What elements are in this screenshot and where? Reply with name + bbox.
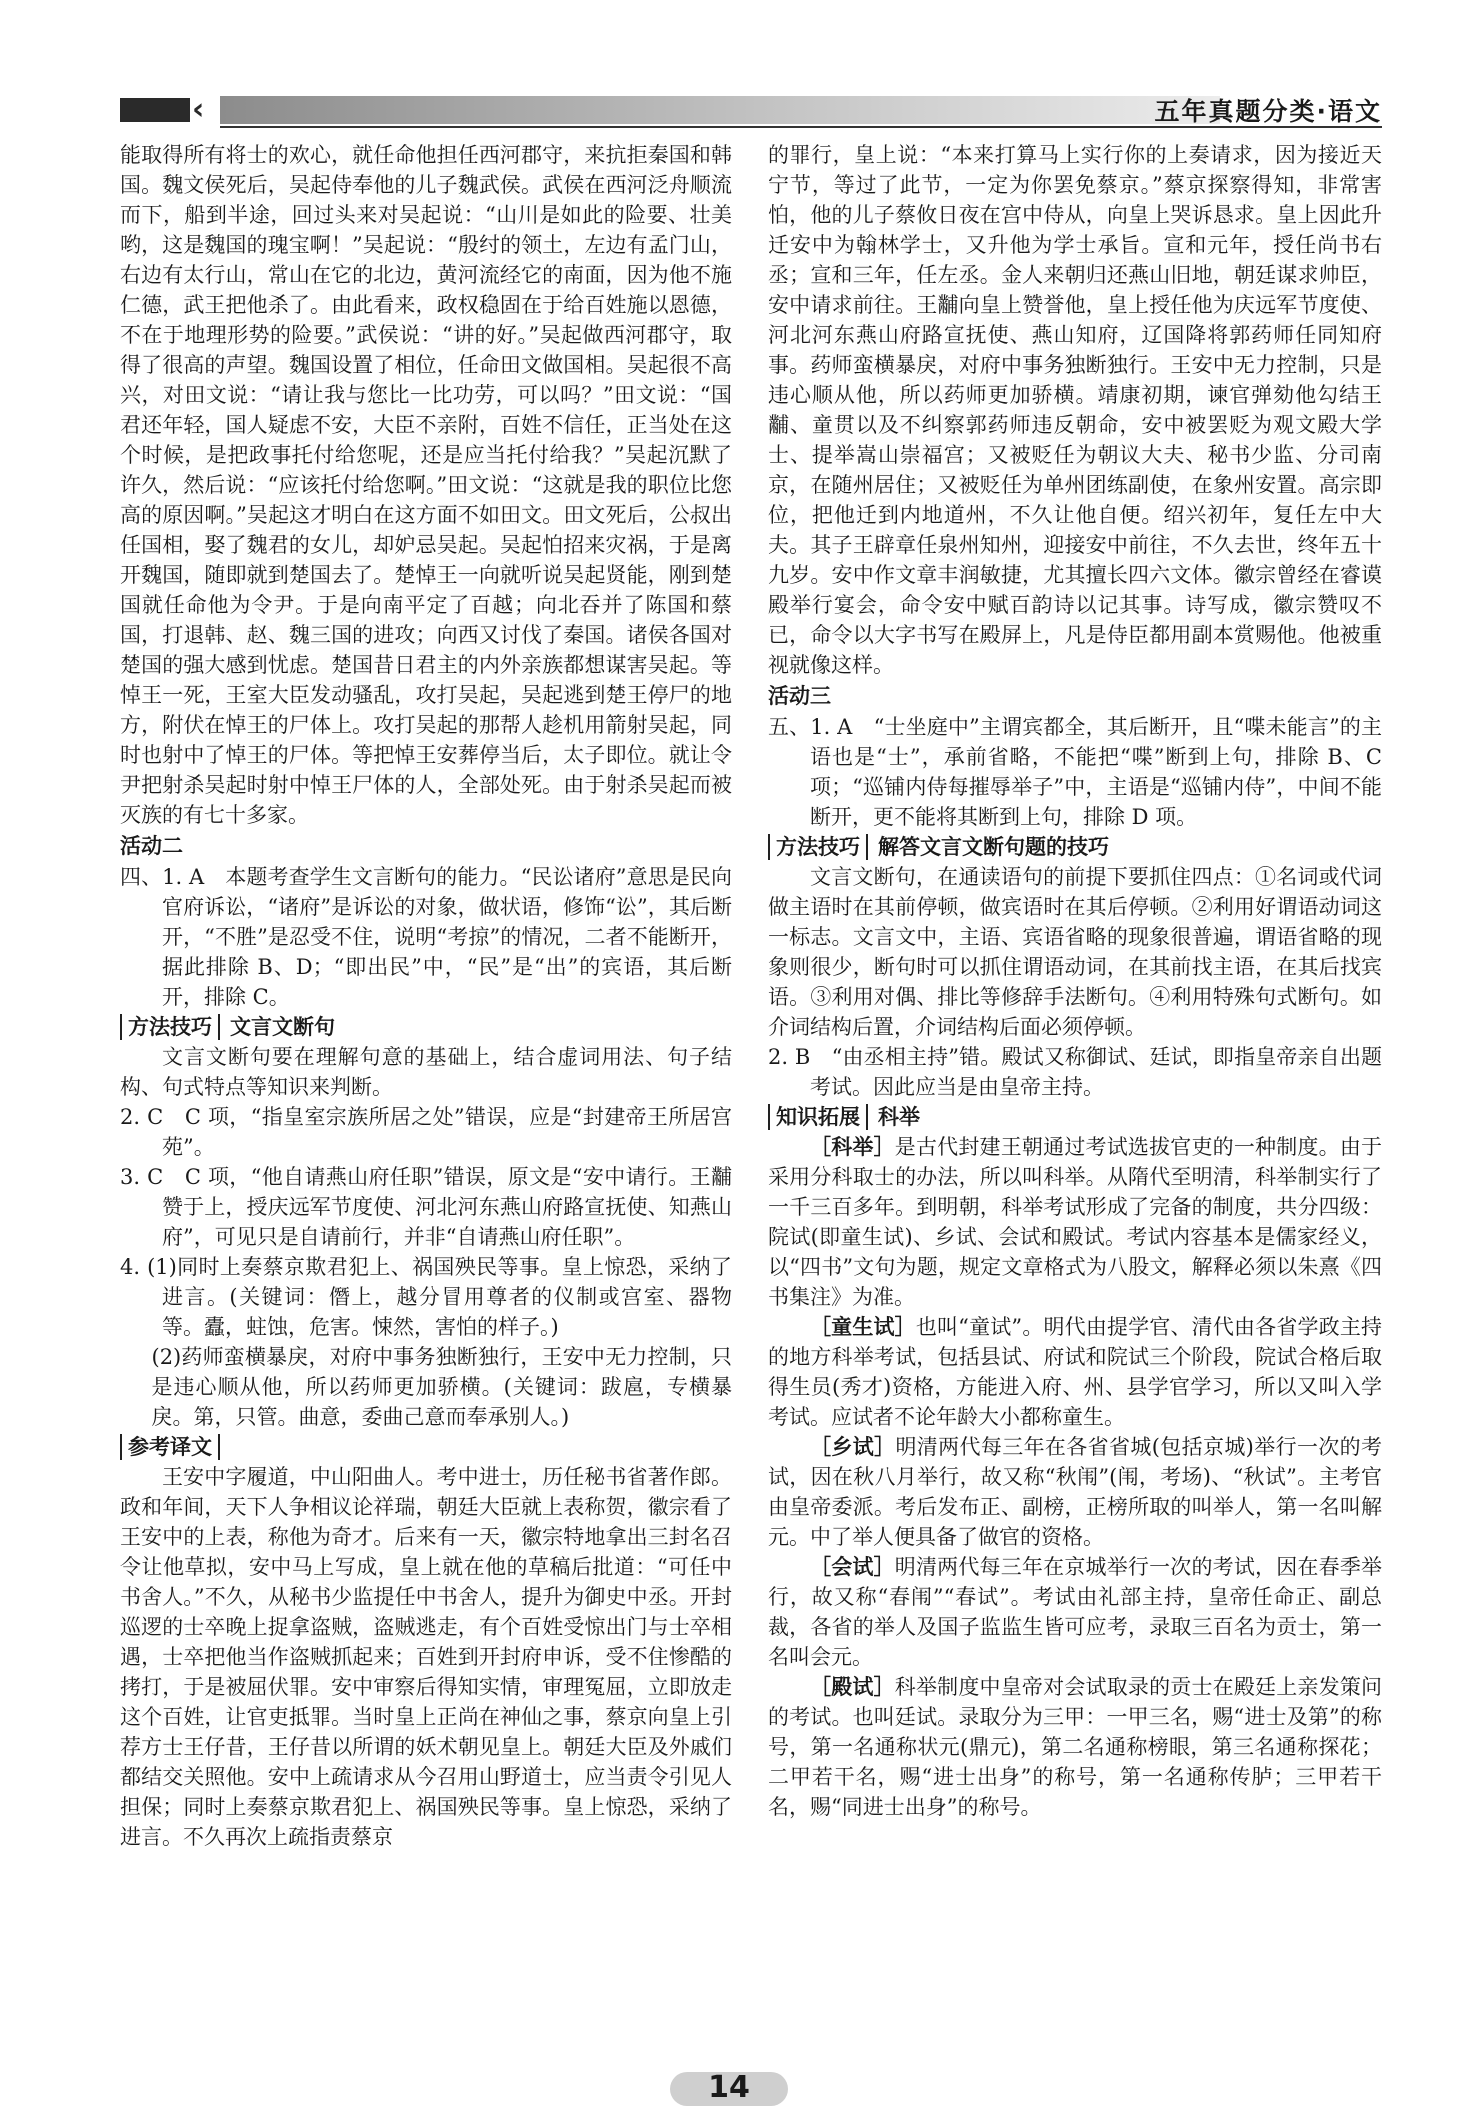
page-header: [120, 88, 1382, 128]
chevron-left-icon: ‹: [192, 92, 205, 127]
method-tip-tag: 方法技巧: [120, 1014, 220, 1040]
header-rule: [220, 126, 1382, 128]
reference-translation-box: [120, 1432, 732, 1462]
term-tongshengshi: ［童生试］: [810, 1315, 916, 1339]
term-huishi: ［会试］: [810, 1555, 895, 1579]
knowledge-dianshi-text: 科举制度中皇帝对会试取录的贡士在殿廷上亲发策问的考试。也叫廷试。录取分为三甲：一甲三名，赐“进士及第”的称号，第一名通称状元(鼎元)，第二名通称榜眼，第三名通称探花；二甲若干名，赐“进士出身”的称号，第一名通称传胪；三甲若干名，赐“同进士出身”的称号。: [768, 1675, 1383, 1819]
answer-4-1: 四、1. A 本题考查学生文言断句的能力。“民讼诸府”意思是民向官府诉讼，“诸府”是诉讼的对象，做状语，修饰“讼”，其后断开，“不胜”是忍受不住，说明“考掠”的情况，二者不能断开，据此排除 B、D；“即出民”中，“民”是“出”的宾语，其后断开，排除 C。: [120, 865, 732, 1009]
method-tip-box-2: [768, 832, 1382, 862]
method-tip-text-2: 文言文断句，在通读语句的前提下要抓住四点：①名词或代词做主语时在其前停顿，做宾语时在其后停顿。②利用好谓语动词这一标志。文言文中，主语、宾语省略的现象很普遍，谓语省略的现象则很少，断句时可以抓住谓语动词，在其前找主语，在其后找宾语。③利用对偶、排比等修辞手法断句。④利用特殊句式断句。如介词结构后置，介词结构后面必须停顿。: [768, 865, 1382, 1039]
page-number-badge: [670, 2066, 788, 2110]
method-tip-title: 文言文断句: [230, 1015, 335, 1039]
knowledge-box: [768, 1102, 1382, 1132]
header-title: 五年真题分类·语文: [1154, 97, 1382, 126]
knowledge-xiangshi: [768, 1432, 1382, 1552]
knowledge-keju-text: 是古代封建王朝通过考试选拔官吏的一种制度。由于采用分科取士的办法，所以叫科举。从隋代至明清，科举制实行了一千三百多年。到明朝，科举考试形成了完备的制度，共分四级：院试(即童生试)、乡试、会试和殿试。考试内容基本是儒家经义，以“四书”文句为题，规定文章格式为八股文，解释必须以朱熹《四书集注》为准。: [768, 1135, 1383, 1309]
knowledge-huishi: [768, 1552, 1382, 1672]
answer-4-4-part2: (2)药师蛮横暴戾，对府中事务独断独行，王安中无力控制，只是违心顺从他，所以药师更加骄横。(关键词：跋扈，专横暴戾。第，只管。曲意，委曲己意而奉承别人。): [151, 1345, 732, 1429]
method-tip-text: 文言文断句要在理解句意的基础上，结合虚词用法、句子结构、句式特点等知识来判断。: [120, 1045, 732, 1099]
method-tip-title-2: 解答文言文断句题的技巧: [878, 835, 1109, 859]
knowledge-keju: [768, 1132, 1382, 1312]
knowledge-huishi-text: 明清两代每三年在京城举行一次的考试，因在春季举行，故又称“春闱”“春试”。考试由礼部主持，皇帝任命正、副总裁，各省的举人及国子监监生皆可应考，录取三百名为贡士，第一名叫会元。: [768, 1555, 1383, 1669]
reference-translation-tag: 参考译文: [120, 1434, 220, 1460]
right-column: [768, 140, 1382, 1822]
reference-translation-text: 王安中字履道，中山阳曲人。考中进士，历任秘书省著作郎。政和年间，天下人争相议论祥瑞，朝廷大臣就上表称贺，徽宗看了王安中的上表，称他为奇才。后来有一天，徽宗特地拿出三封名召令让他草拟，安中马上写成，皇上就在他的草稿后批道：“可任中书舍人。”不久，从秘书少监提任中书舍人，提升为御史中丞。开封巡逻的士卒晚上捉拿盗贼，盗贼逃走，有个百姓受惊出门与士卒相遇，士卒把他当作盗贼抓起来；百姓到开封府申诉，受不住惨酷的拷打，于是被屈伏罪。安中审察后得知实情，审理冤屈，立即放走这个百姓，让官吏抵罪。当时皇上正尚在神仙之事，蔡京向皇上引荐方士王仔昔，王仔昔以所谓的妖术朝见皇上。朝廷大臣及外戚们都结交关照他。安中上疏请求从今召用山野道士，应当责令引见人担保；同时上奏蔡京欺君犯上、祸国殃民等事。皇上惊恐，采纳了进言。不久再次上疏指责蔡京: [120, 1465, 732, 1849]
translation-continued: 能取得所有将士的欢心，就任命他担任西河郡守，来抗拒秦国和韩国。魏文侯死后，吴起侍奉他的儿子魏武侯。武侯在西河泛舟顺流而下，船到半途，回过头来对吴起说：“山川是如此的险要、壮美哟，这是魏国的瑰宝啊！”吴起说：“殷纣的领土，左边有孟门山，右边有太行山，常山在它的北边，黄河流经它的南面，因为他不施仁德，武王把他杀了。由此看来，政权稳固在于给百姓施以恩德，不在于地理形势的险要。”武侯说：“讲的好。”吴起做西河郡守，取得了很高的声望。魏国设置了相位，任命田文做国相。吴起很不高兴，对田文说：“请让我与您比一比功劳，可以吗？”田文说：“国君还年轻，国人疑虑不安，大臣不亲附，百姓不信任，正当处在这个时候，是把政事托付给您呢，还是应当托付给我？”吴起沉默了许久，然后说：“应该托付给您啊。”田文说：“这就是我的职位比您高的原因啊。”吴起这才明白在这方面不如田文。田文死后，公叔出任国相，娶了魏君的女儿，却妒忌吴起。吴起怕招来灾祸，于是离开魏国，随即就到楚国去了。楚悼王一向就听说吴起贤能，刚到楚国就任命他为令尹。于是向南平定了百越；向北吞并了陈国和蔡国，打退韩、赵、魏三国的进攻；向西又讨伐了秦国。诸侯各国对楚国的强大感到忧虑。楚国昔日君主的内外亲族都想谋害吴起。等悼王一死，王室大臣发动骚乱，攻打吴起，吴起逃到楚王停尸的地方，附伏在悼王的尸体上。攻打吴起的那帮人趁机用箭射吴起，同时也射中了悼王的尸体。等把悼王安葬停当后，太子即位。就让令尹把射杀吴起时射中悼王尸体的人，全部处死。由于射杀吴起而被灭族的有七十多家。: [120, 143, 732, 827]
term-keju: ［科举］: [810, 1135, 895, 1159]
knowledge-xiangshi-text: 明清两代每三年在各省省城(包括京城)举行一次的考试，因在秋八月举行，故又称“秋闱”(闱，考场)、“秋试”。主考官由皇帝委派。考后发布正、副榜，正榜所取的叫举人，第一名叫解元。中了举人便具备了做官的资格。: [768, 1435, 1383, 1549]
knowledge-title: 科举: [878, 1105, 920, 1129]
knowledge-dianshi: [768, 1672, 1382, 1822]
answer-5-2: 2. B “由丞相主持”错。殿试又称御试、廷试，即指皇帝亲自出题考试。因此应当是由皇帝主持。: [768, 1045, 1382, 1099]
method-tip-box: [120, 1012, 732, 1042]
page-number: 14: [708, 2070, 750, 2105]
term-dianshi: ［殿试］: [810, 1675, 895, 1699]
answer-4-4-part1: 4. (1)同时上奏蔡京欺君犯上、祸国殃民等事。皇上惊恐，采纳了进言。(关键词：僭上，越分冒用尊者的仪制或宫室、器物等。蠹，蛀蚀，危害。悚然，害怕的样子。): [120, 1255, 732, 1339]
knowledge-tongshengshi-text: 也叫“童试”。明代由提学官、清代由各省学政主持的地方科举考试，包括县试、府试和院试三个阶段，院试合格后取得生员(秀才)资格，方能进入府、州、县学官学习，所以又叫入学考试。应试者不论年龄大小都称童生。: [768, 1315, 1382, 1429]
answer-5-1: 五、1. A “士坐庭中”主谓宾都全，其后断开，且“喋未能言”的主语也是“士”，承前省略，不能把“喋”断到上句，排除 B、C 项；“巡铺内侍每摧辱举子”中，主语是“巡铺内侍”，中间不能断开，更不能将其断到上句，排除 D 项。: [768, 715, 1382, 829]
section-heading-activity-2: 活动二: [120, 834, 183, 858]
method-tip-tag-2: 方法技巧: [768, 834, 868, 860]
section-heading-activity-3: 活动三: [768, 684, 831, 708]
answer-4-3: 3. C C 项，“他自请燕山府任职”错误，原文是“安中请行。王黼赞于上，授庆远军节度使、河北河东燕山府路宣抚使、知燕山府”，可见只是自请前行，并非“自请燕山府任职”。: [120, 1165, 732, 1249]
header-block-decoration: [120, 98, 190, 122]
translation-ending: 的罪行，皇上说：“本来打算马上实行你的上奏请求，因为接近天宁节，等过了此节，一定为你罢免蔡京。”蔡京探察得知，非常害怕，他的儿子蔡攸日夜在宫中侍从，向皇上哭诉恳求。皇上因此升迁安中为翰林学士，又升他为学士承旨。宣和元年，授任尚书右丞；宣和三年，任左丞。金人来朝归还燕山旧地，朝廷谋求帅臣，安中请求前往。王黼向皇上赞誉他，皇上授任他为庆远军节度使、河北河东燕山府路宣抚使、燕山知府，辽国降将郭药师任同知府事。药师蛮横暴戾，对府中事务独断独行。王安中无力控制，只是违心顺从他，所以药师更加骄横。靖康初期，谏官弹劾他勾结王黼、童贯以及不纠察郭药师违反朝命，安中被罢贬为观文殿大学士、提举嵩山崇福宫；又被贬任为朝议大夫、秘书少监、分司南京，在随州居住；又被贬任为单州团练副使，在象州安置。高宗即位，把他迁到内地道州，不久让他自便。绍兴初年，复任左中大夫。其子王辟章任泉州知州，迎接安中前往，不久去世，终年五十九岁。安中作文章丰润敏捷，尤其擅长四六文体。徽宗曾经在睿谟殿举行宴会，命令安中赋百韵诗以记其事。诗写成，徽宗赞叹不已，命令以大字书写在殿屏上，凡是侍臣都用副本赏赐他。他被重视就像这样。: [768, 143, 1382, 677]
answer-4-2: 2. C C 项，“指皇室宗族所居之处”错误，应是“封建帝王所居宫苑”。: [120, 1105, 732, 1159]
knowledge-tongshengshi: [768, 1312, 1382, 1432]
left-column: [120, 140, 732, 1852]
term-xiangshi: ［乡试］: [810, 1435, 896, 1459]
header-gradient-band: [220, 96, 1220, 124]
knowledge-tag: 知识拓展: [768, 1104, 868, 1130]
